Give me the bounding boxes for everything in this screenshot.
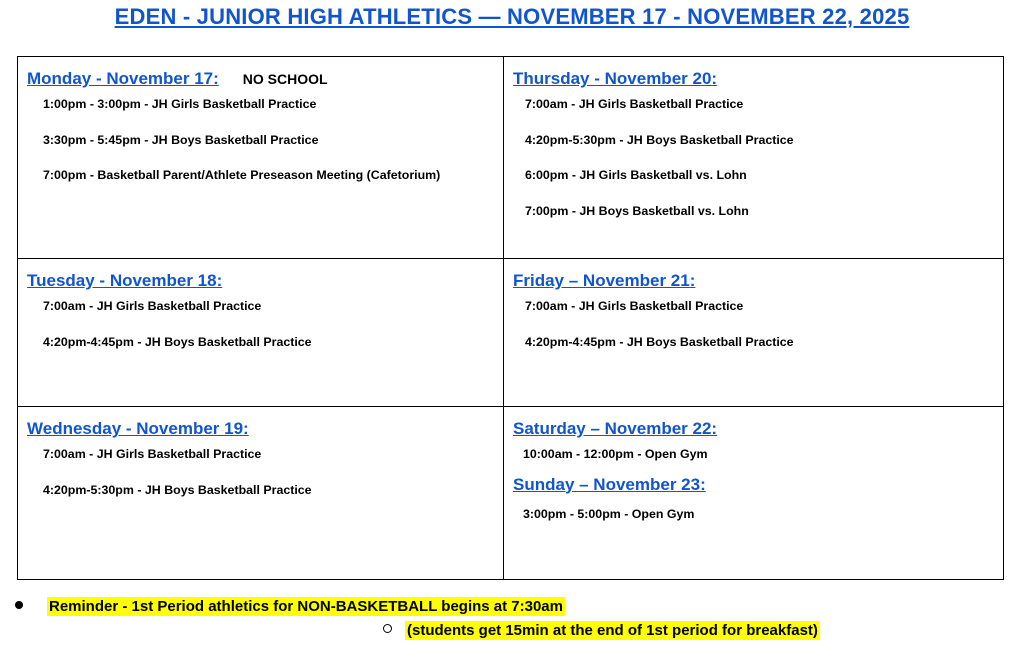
saturday-heading: Saturday – November 22:: [513, 419, 718, 438]
bullet-dot-icon: [15, 601, 23, 609]
friday-heading: Friday – November 21:: [513, 271, 696, 290]
event-item: 7:00am - JH Girls Basketball Practice: [525, 299, 744, 313]
event-item: 7:00pm - JH Boys Basketball vs. Lohn: [525, 203, 749, 218]
wednesday-cell: [18, 407, 504, 579]
event-item: 3:30pm - 5:45pm - JH Boys Basketball Practice: [43, 132, 319, 147]
page-title: EDEN - JUNIOR HIGH ATHLETICS — NOVEMBER 17 - NOVEMBER 22, 2025: [114, 4, 910, 29]
thursday-cell: [504, 57, 1003, 259]
reminder-item: [15, 598, 565, 615]
reminder-subitem: [383, 622, 820, 639]
tuesday-cell: [18, 259, 504, 407]
event-item: 4:20pm-5:30pm - JH Boys Basketball Practice: [525, 132, 794, 147]
event-item: 7:00pm - Basketball Parent/Athlete Preseason Meeting (Cafetorium): [43, 168, 441, 182]
friday-cell: [504, 259, 1003, 407]
event-item: 1:00pm - 3:00pm - JH Girls Basketball Practice: [43, 97, 317, 111]
event-item: 7:00am - JH Girls Basketball Practice: [43, 299, 262, 313]
tuesday-heading: Tuesday - November 18:: [27, 271, 223, 290]
monday-cell: [18, 57, 504, 259]
event-item: 4:20pm-5:30pm - JH Boys Basketball Practice: [43, 482, 312, 497]
event-item: 3:00pm - 5:00pm - Open Gym: [523, 506, 695, 521]
event-item: 4:20pm-4:45pm - JH Boys Basketball Practice: [43, 334, 312, 349]
bullet-circle-icon: [383, 624, 392, 633]
sunday-heading: Sunday – November 23:: [513, 474, 706, 494]
schedule-table: [17, 56, 1004, 580]
monday-heading: Monday - November 17:: [27, 69, 219, 88]
weekend-cell: [504, 407, 1003, 579]
no-school-note: NO SCHOOL: [242, 71, 328, 87]
reminder-text: Reminder - 1st Period athletics for NON-BASKETBALL begins at 7:30am: [49, 598, 563, 615]
reminder-subtext: (students get 15min at the end of 1st period for breakfast): [407, 622, 818, 639]
event-item: 7:00am - JH Girls Basketball Practice: [43, 447, 262, 461]
event-item: 4:20pm-4:45pm - JH Boys Basketball Practice: [525, 334, 794, 349]
thursday-heading: Thursday - November 20:: [513, 69, 718, 88]
event-item: 6:00pm - JH Girls Basketball vs. Lohn: [525, 168, 747, 182]
wednesday-heading: Wednesday - November 19:: [27, 419, 249, 438]
event-item: 10:00am - 12:00pm - Open Gym: [523, 447, 708, 461]
event-item: 7:00am - JH Girls Basketball Practice: [525, 97, 744, 111]
